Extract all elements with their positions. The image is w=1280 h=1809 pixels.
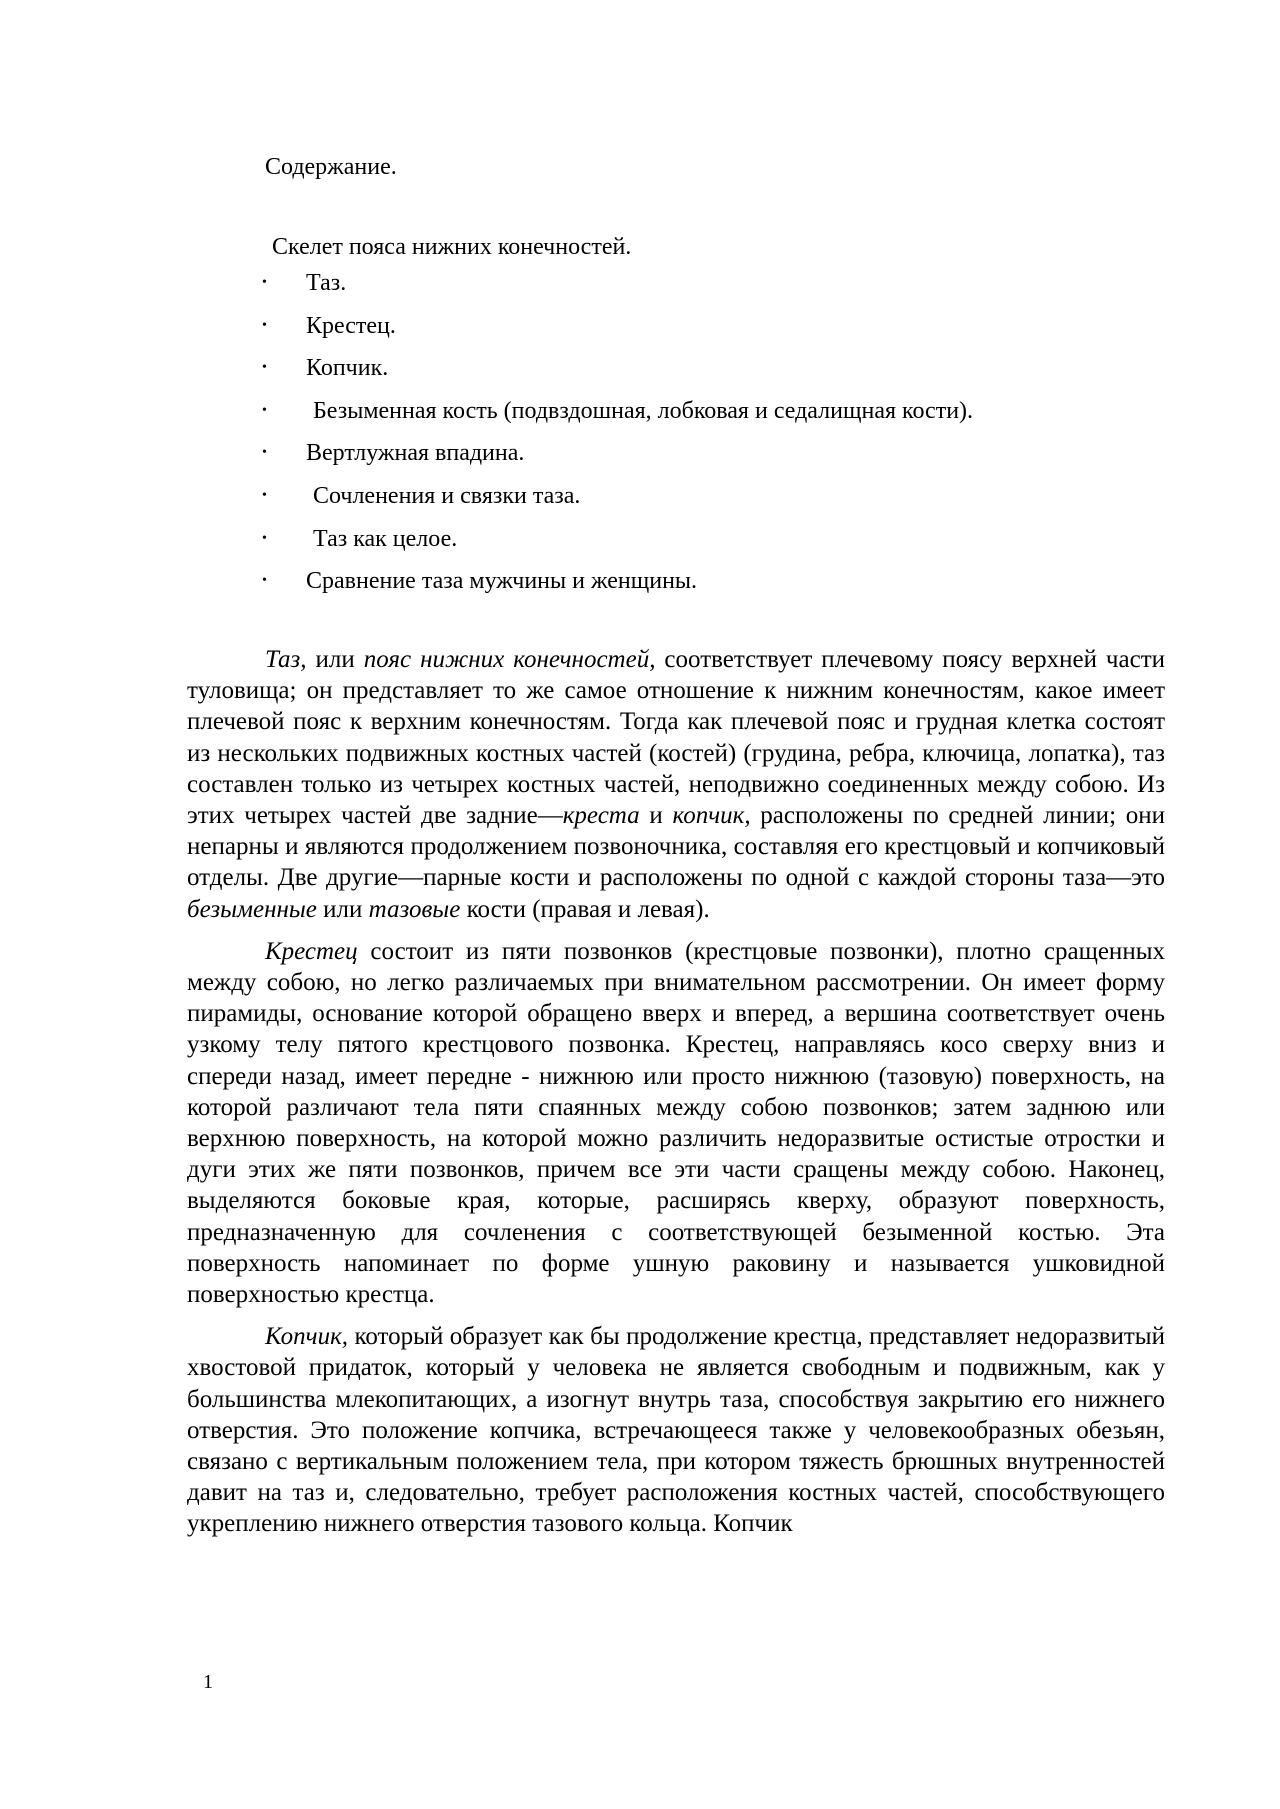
paragraph-text: или xyxy=(316,895,369,923)
paragraph-text: кости (правая и левая). xyxy=(460,895,710,923)
bullet-icon: • xyxy=(262,487,267,503)
toc-item-text: Безыменная кость (подвздошная, лобковая и седалищная кости). xyxy=(313,397,974,424)
paragraph-text: и xyxy=(639,802,673,830)
page-number: 1 xyxy=(203,1671,213,1693)
toc-item-text: Копчик. xyxy=(306,355,389,382)
body-text xyxy=(187,644,1165,1551)
term-italic: Копчик, xyxy=(265,1323,349,1351)
paragraph-text: который образует как бы продолжение крестца, представляет недоразвитый хвостовой придаток, который у человека не является свободным и подвижным, как у большинства млекопитающих, а изогнут внутрь таза, способствуя закрытию его нижнего отверстия. Это положение копчика, встречающееся также у человекообразных обезьян, связано с вертикальным положением тела, при котором тяжесть брюшных внутренностей давит на таз и, следовательно, требует расположения костных частей, способствующего укреплению нижнего отверстия тазового кольца. Копчик xyxy=(187,1323,1165,1538)
bullet-icon: • xyxy=(262,402,267,418)
paragraph-coccyx xyxy=(187,1321,1165,1539)
toc-heading: Скелет пояса нижних конечностей. xyxy=(272,234,632,260)
bullet-icon: • xyxy=(262,445,267,461)
term-italic: Крестец xyxy=(265,937,358,965)
paragraph-pelvis xyxy=(187,644,1165,925)
paragraph-text: соответствует плечевому поясу верхней части туловища; он представляет то же самое отношение к нижним конечностям, какое имеет плечевой пояс к верхним конечностям. Тогда как плечевой пояс и грудная клетка состоят из нескольких подвижных костных частей (костей) (грудина, ребра, ключица, лопатка), таз составлен только из четырех костных частей, неподвижно соединенных между собою. Из этих четырех частей две задние— xyxy=(187,646,1166,830)
term-italic: Таз, xyxy=(265,646,307,673)
term-italic: безыменные xyxy=(187,895,317,923)
toc-item-text: Крестец. xyxy=(306,312,396,339)
bullet-icon: • xyxy=(262,317,267,333)
paragraph-sacrum xyxy=(187,936,1165,1310)
bullet-icon: • xyxy=(262,360,267,376)
toc-item-text: Вертлужная впадина. xyxy=(306,440,525,467)
toc-item-text: Сочленения и связки таза. xyxy=(313,482,581,509)
toc-item-text: Таз. xyxy=(306,270,347,296)
toc-title: Содержание. xyxy=(265,154,397,180)
toc-item-text: Таз как целое. xyxy=(313,525,458,552)
term-italic: креста xyxy=(562,802,640,830)
bullet-icon: • xyxy=(262,530,267,546)
term-italic: пояс нижних конечностей, xyxy=(363,646,656,673)
paragraph-text: или xyxy=(306,646,364,673)
bullet-icon: • xyxy=(262,275,267,290)
paragraph-text: состоит из пяти позвонков (крестцовые позвонки), плотно сращенных между собою, но легко различаемых при внимательном рассмотрении. Он имеет форму пирамиды, основание которой обращено вверх и вперед, а вершина соответствует очень узкому телу пятого крестцового позвонка. Крестец, направляясь косо сверху вниз и спереди назад, имеет передне - нижнюю или просто нижнюю (тазовую) поверхность, на которой различают тела пяти спаянных между собою позвонков; затем заднюю или верхнюю поверхность, на которой можно различить недоразвитые остистые отростки и дуги этих же пяти позвонков, причем все эти части сращены между собою. Наконец, выделяются боковые края, которые, расширясь кверху, образуют поверхность, предназначенную для сочленения с соответствующей безыменной костью. Эта поверхность напоминает по форме ушную раковину и называется ушковидной поверхностью крестца. xyxy=(187,937,1165,1309)
bullet-icon: • xyxy=(262,573,267,589)
toc-item-text: Сравнение таза мужчины и женщины. xyxy=(306,568,698,595)
term-italic: тазовые xyxy=(368,895,461,923)
term-italic: копчик, xyxy=(672,802,751,830)
paragraph-text: расположены по средней линии; они непарны и являются продолжением позвоночника, составляя его крестцовый и копчиковый отделы. Две другие—парные кости и расположены по одной с каждой стороны таза—это xyxy=(187,802,1165,892)
